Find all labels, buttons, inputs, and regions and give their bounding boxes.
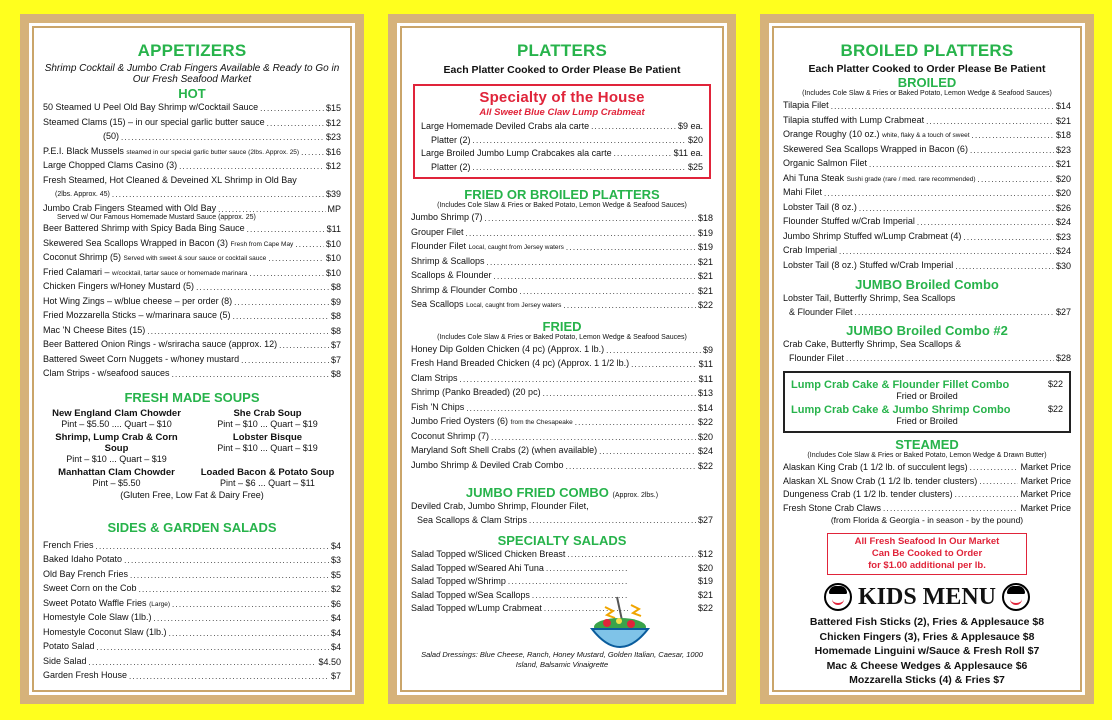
steamed-list — [783, 461, 1071, 515]
menu-item: Tilapia stuffed with Lump Crabmeat . . . $21 — [783, 114, 1071, 129]
steamed-title: STEAMED — [895, 437, 959, 452]
salad-bowl-icon — [587, 595, 653, 657]
soups-title: FRESH MADE SOUPS — [124, 389, 260, 405]
combo1-line2: & Flounder Filet . . . $27 — [783, 306, 1071, 320]
broiled-list — [783, 99, 1071, 273]
menu-item: Beer Battered Shrimp with Spicy Bada Bing Sauce . . . $11 — [43, 222, 341, 237]
market-note-line: for $1.00 additional per lb. — [868, 560, 986, 571]
platters-panel — [388, 14, 736, 704]
menu-item: Mac 'N Cheese Bites (15) . . . $8 — [43, 324, 341, 339]
specialty-list — [421, 120, 703, 174]
jumbo-fried-combo-title: JUMBO FRIED COMBO (Approx. 2lbs.) — [465, 485, 659, 500]
menu-item: Platter (2) . . . $20 — [421, 134, 703, 148]
broiled-subtitle: Each Platter Cooked to Order Please Be Patient — [808, 63, 1046, 75]
menu-item: Shrimp & Flounder Combo . . . $21 — [411, 284, 713, 299]
menu-item: Clam Strips . . . $11 — [411, 372, 713, 387]
menu-item: Fresh Hand Breaded Chicken (4 pc) (Approx. 1 1/2 lb.) . . . $11 — [411, 357, 713, 372]
kids-menu-header — [783, 583, 1071, 611]
fried-list — [411, 343, 713, 474]
menu-item: Jumbo Shrimp (7) . . . $18 — [411, 211, 713, 226]
sides-list — [43, 539, 341, 684]
combo-item: Lump Crab Cake & Flounder Fillet Combo $22 — [791, 379, 1063, 391]
platters-subtitle: Each Platter Cooked to Order Please Be Patient — [443, 64, 681, 76]
broiled-section-title: BROILED — [897, 75, 957, 90]
menu-item: Beer Battered Onion Rings - w/sriracha sauce (approx. 12) . . . $7 — [43, 338, 341, 353]
crab-cake-combo-box — [783, 371, 1071, 433]
menu-item: Fish 'N Chips . . . $14 — [411, 401, 713, 416]
menu-item: Lobster Tail (8 oz.) Stuffed w/Crab Imperial . . . $30 — [783, 259, 1071, 274]
specialty-title: Specialty of the House — [479, 89, 645, 106]
kids-list — [783, 615, 1071, 688]
market-note-box — [827, 533, 1027, 575]
appetizers-intro: Shrimp Cocktail & Jumbo Crab Fingers Available & Ready to Go in Our Fresh Seafood Market — [44, 63, 340, 85]
combo-sub: Fried or Broiled — [896, 416, 958, 426]
specialty-box — [413, 84, 711, 179]
menu-item: Salad Topped w/Sea Scallops . . . $21 — [411, 589, 713, 603]
menu-item: Orange Roughy (10 oz.) white, flaky & a touch of sweet . . . $18 — [783, 128, 1071, 143]
menu-item: Shrimp & Scallops . . . $21 — [411, 255, 713, 270]
menu-item: Sea Scallops Local, caught from Jersey waters . . . $22 — [411, 298, 713, 313]
menu-item: Large Chopped Clams Casino (3) . . . $12 — [43, 159, 341, 174]
soups-footnote: (Gluten Free, Low Fat & Dairy Free) — [120, 489, 264, 500]
appetizers-list — [43, 101, 341, 382]
menu-item: Dungeness Crab (1 1/2 lb. tender clusters) . . . Market Price — [783, 488, 1071, 502]
market-note-line: Can Be Cooked to Order — [871, 548, 983, 559]
menu-item: Fried Calamari – w/cocktail, tartar sauce or homemade marinara . . . $10 — [43, 266, 341, 281]
menu-item: Flounder Filet Local, caught from Jersey waters . . . $19 — [411, 240, 713, 255]
menu-item: Battered Sweet Corn Nuggets - w/honey mustard . . . $7 — [43, 353, 341, 368]
fried-title: FRIED — [542, 318, 582, 334]
broiled-panel — [760, 14, 1094, 704]
soup-item: Shrimp, Lump Crab & Corn Soup Pint – $10 ... Quart – $19 — [55, 431, 178, 464]
menu-item: Salad Topped w/Seared Ahi Tuna . . . $20 — [411, 562, 713, 576]
appetizers-title: APPETIZERS — [137, 41, 247, 60]
menu-item: Salad Topped w/Shrimp . . . $19 — [411, 575, 713, 589]
menu-item: Shrimp (Panko Breaded) (20 pc) . . . $13 — [411, 386, 713, 401]
combo2-title: JUMBO Broiled Combo #2 — [846, 323, 1008, 338]
menu-item: Ahi Tuna Steak Sushi grade (rare / med. rare recommended) . . . $20 — [783, 172, 1071, 187]
menu-item: Potato Salad . . . $4 — [43, 640, 341, 655]
menu-item: Jumbo Crab Fingers Steamed with Old Bay . . . MP — [43, 202, 341, 217]
menu-item: Jumbo Shrimp Stuffed w/Lump Crabmeat (4) . . . $23 — [783, 230, 1071, 245]
menu-item: P.E.I. Black Mussels steamed in our special garlic butter sauce (2lbs. Approx. 25) . . . $16 — [43, 145, 341, 160]
combo1-line1: Lobster Tail, Butterfly Shrimp, Sea Scallops — [783, 293, 956, 303]
stone-crab-note: (from Florida & Georgia - in season - by the pound) — [830, 515, 1024, 525]
menu-item: Homestyle Coconut Slaw (1lb.) . . . $4 — [43, 626, 341, 641]
menu-item: Sweet Corn on the Cob . . . $2 — [43, 582, 341, 597]
menu-item: Chicken Fingers w/Honey Mustard (5) . . . $8 — [43, 280, 341, 295]
menu-item: Coconut Shrimp (5) Served with sweet & sour sauce or cocktail sauce . . . $10 — [43, 251, 341, 266]
menu-item: Steamed Clams (15) – in our special garlic butter sauce . . . $12 — [43, 116, 341, 131]
jumbo-fried-combo-line1: Deviled Crab, Jumbo Shrimp, Flounder Filet, — [411, 501, 589, 511]
fried-broiled-list — [411, 211, 713, 313]
menu-item: Grouper Filet . . . $19 — [411, 226, 713, 241]
menu-item: Salad Topped w/Sliced Chicken Breast . . . $12 — [411, 548, 713, 562]
menu-item: Scallops & Flounder . . . $21 — [411, 269, 713, 284]
menu-item: Organic Salmon Filet . . . $21 — [783, 157, 1071, 172]
menu-item: Large Broiled Jumbo Lump Crabcakes ala carte . . . $11 ea. — [421, 147, 703, 161]
soups-list — [43, 408, 341, 489]
menu-item: Clam Strips - w/seafood sauces . . . $8 — [43, 367, 341, 382]
menu-item: (2lbs. Approx. 45) . . . $39 — [43, 188, 341, 202]
menu-item: Jumbo Fried Oysters (6) from the Chesapeake . . . $22 — [411, 415, 713, 430]
menu-item: Flounder Stuffed w/Crab Imperial . . . $24 — [783, 215, 1071, 230]
menu-item: Maryland Soft Shell Crabs (2) (when available) . . . $24 — [411, 444, 713, 459]
menu-item: Alaskan King Crab (1 1/2 lb. of succulent legs) . . . Market Price — [783, 461, 1071, 475]
menu-item: Platter (2) . . . $25 — [421, 161, 703, 175]
kid-face-icon — [1002, 583, 1030, 611]
soup-item: She Crab Soup Pint – $10 ... Quart – $19 — [217, 407, 318, 429]
soup-item: New England Clam Chowder Pint – $5.50 .... Quart – $10 — [52, 407, 181, 429]
combo2-line2: Flounder Filet . . . $28 — [783, 352, 1071, 366]
menu-item: Old Bay French Fries . . . $5 — [43, 568, 341, 583]
fried-broiled-title: FRIED OR BROILED PLATTERS — [464, 187, 660, 202]
soup-item: Loaded Bacon & Potato Soup Pint – $6 ... Quart – $11 — [200, 466, 335, 488]
menu-item: Alaskan XL Snow Crab (1 1/2 lb. tender clusters) . . . Market Price — [783, 475, 1071, 489]
menu-item: Hot Wing Zings – w/blue cheese – per order (8) . . . $9 — [43, 295, 341, 310]
combo-sub: Fried or Broiled — [896, 391, 958, 401]
combo1-title: JUMBO Broiled Combo — [855, 277, 999, 292]
menu-item: Sweet Potato Waffle Fries (Large) . . . $6 — [43, 597, 341, 612]
menu-item: Skewered Sea Scallops Wrapped in Bacon (6) . . . $23 — [783, 143, 1071, 158]
menu-item: Salad Topped w/Lump Crabmeat . . . $22 — [411, 602, 713, 616]
kids-item: Homemade Linguini w/Sauce & Fresh Roll $7 — [814, 645, 1040, 658]
platters-title: PLATTERS — [516, 41, 608, 60]
kid-face-icon — [824, 583, 852, 611]
steamed-note: (Includes Cole Slaw & Fries or Baked Potato, Lemon Wedge & Drawn Butter) — [807, 452, 1047, 459]
menu-item: Garden Fresh House . . . $7 — [43, 669, 341, 684]
menu-item: Fresh Steamed, Hot Cleaned & Deveined XL Shrimp in Old Bay — [43, 174, 297, 185]
menu-item: Lobster Tail (8 oz.) . . . $26 — [783, 201, 1071, 216]
menu-item: French Fries . . . $4 — [43, 539, 341, 554]
fried-broiled-note: (Includes Cole Slaw & Fries or Baked Potato, Lemon Wedge & Seafood Sauces) — [437, 202, 687, 209]
menu-item: Baked Idaho Potato . . . $3 — [43, 553, 341, 568]
kids-item: Mac & Cheese Wedges & Applesauce $6 — [826, 659, 1028, 672]
menu-item: 50 Steamed U Peel Old Bay Shrimp w/Cocktail Sauce . . . $15 — [43, 101, 341, 116]
menu-item: Mahi Filet . . . $20 — [783, 186, 1071, 201]
combo-item: Lump Crab Cake & Jumbo Shrimp Combo $22 — [791, 404, 1063, 416]
broiled-note: (Includes Cole Slaw & Fries or Baked Potato, Lemon Wedge & Seafood Sauces) — [802, 90, 1052, 97]
specialty-salads-title: SPECIALTY SALADS — [497, 533, 627, 548]
kids-menu-title: KIDS MENU — [857, 583, 996, 610]
hot-title: HOT — [178, 86, 206, 101]
menu-item: Coconut Shrimp (7) . . . $20 — [411, 430, 713, 445]
menu-item: Homestyle Cole Slaw (1lb.) . . . $4 — [43, 611, 341, 626]
menu-item: Tilapia Filet . . . $14 — [783, 99, 1071, 114]
combo2-line1: Crab Cake, Butterfly Shrimp, Sea Scallops & — [783, 339, 962, 349]
menu-item: (50) . . . $23 — [43, 130, 341, 145]
menu-item: Fresh Stone Crab Claws . . . Market Price — [783, 502, 1071, 516]
jumbo-fried-combo-line2: Sea Scallops & Clam Strips . . . $27 — [411, 514, 713, 528]
soup-item: Lobster Bisque Pint – $10 ... Quart – $19 — [217, 431, 318, 453]
appetizers-panel — [20, 14, 364, 704]
kids-item: Battered Fish Sticks (2), Fries & Applesauce $8 — [809, 616, 1045, 628]
salads-list — [411, 548, 713, 616]
fried-note: (Includes Cole Slaw & Fries or Baked Potato, Lemon Wedge & Seafood Sauces) — [437, 333, 687, 341]
menu-item: Honey Dip Golden Chicken (4 pc) (Approx. 1 lb.) . . . $9 — [411, 343, 713, 358]
menu-item: Jumbo Shrimp & Deviled Crab Combo . . . $22 — [411, 459, 713, 474]
specialty-subtitle: All Sweet Blue Claw Lump Crabmeat — [479, 107, 645, 118]
sides-title: SIDES & GARDEN SALADS — [107, 519, 277, 535]
menu-item: Crab Imperial . . . $24 — [783, 244, 1071, 259]
menu-item: Large Homemade Deviled Crabs ala carte . . . $9 ea. — [421, 120, 703, 134]
soup-item: Manhattan Clam Chowder Pint – $5.50 — [58, 466, 175, 488]
menu-item: Skewered Sea Scallops Wrapped in Bacon (3) Fresh from Cape May . . . $10 — [43, 237, 341, 252]
menu-item-note: Served w/ Our Famous Homemade Mustard Sauce (approx. 25) — [57, 214, 256, 221]
market-note-line: All Fresh Seafood In Our Market — [854, 536, 1000, 547]
salad-dressings: Salad Dressings: Blue Cheese, Ranch, Honey Mustard, Golden Italian, Caesar, 1000 Island, Balsamic Vinaigrette — [421, 649, 703, 669]
broiled-title: BROILED PLATTERS — [840, 41, 1014, 60]
menu-item: Fried Mozzarella Sticks – w/marinara sauce (5) . . . $8 — [43, 309, 341, 324]
menu-item: Side Salad . . . $4.50 — [43, 655, 341, 670]
kids-item: Mozzarella Sticks (4) & Fries $7 — [849, 674, 1005, 687]
kids-item: Chicken Fingers (3), Fries & Applesauce $8 — [819, 630, 1035, 643]
